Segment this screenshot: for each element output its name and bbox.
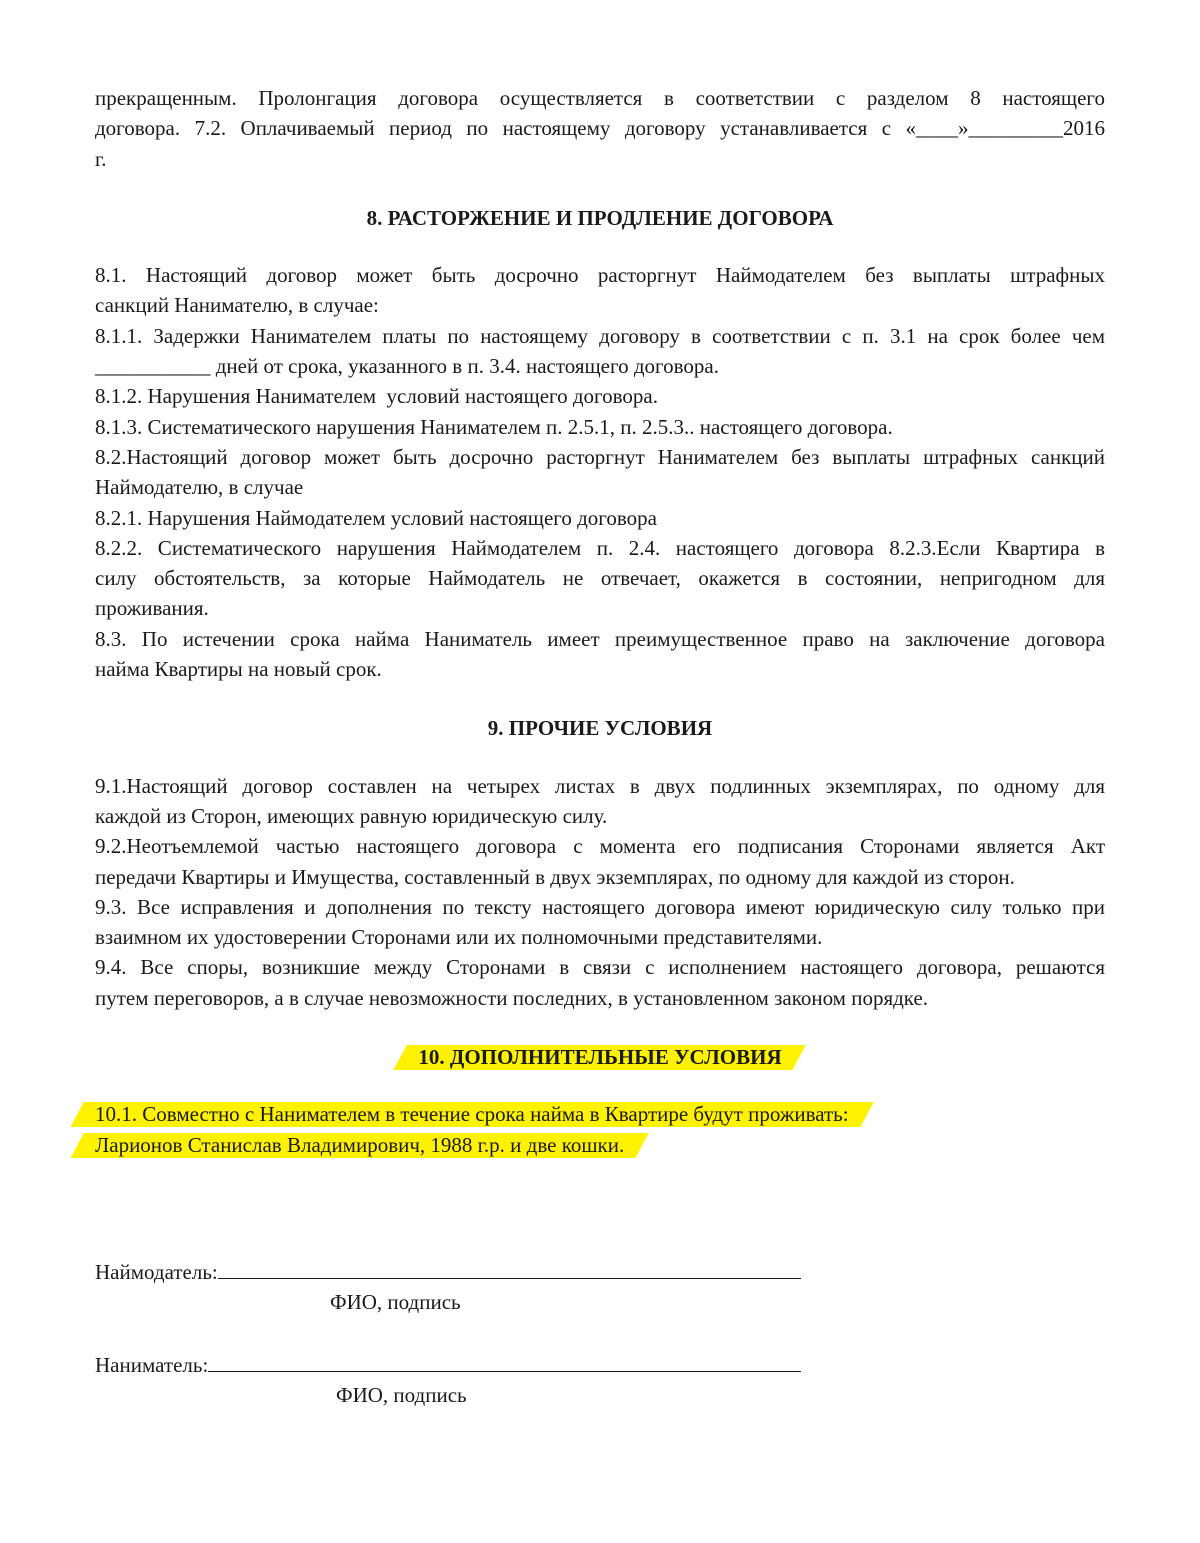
intro-line: прекращенным. Пролонгация договора осуществляется в соответствии с разделом 8 настоящего bbox=[95, 86, 1105, 110]
clause-8-1: 8.1. Настоящий договор может быть досрочно расторгнут Наймодателем без выплаты штрафных bbox=[95, 263, 1105, 288]
section-9-heading: 9. ПРОЧИЕ УСЛОВИЯ bbox=[487, 716, 713, 741]
clause-8-2-1: 8.2.1. Нарушения Наймодателем условий настоящего договора bbox=[95, 505, 657, 530]
clause-9-3: 9.3. Все исправления и дополнения по тексту настоящего договора имеют юридическую силу только при bbox=[95, 894, 1105, 919]
tenant-label: Наниматель: bbox=[95, 1352, 209, 1377]
clause-10-1-wrap bbox=[95, 1099, 1105, 1129]
section-10-heading-wrap bbox=[95, 1042, 1105, 1072]
contract-page bbox=[95, 83, 1105, 1410]
intro-line: договора. 7.2. Оплачиваемый период по настоящему договору устанавливается с «____»_________2016 bbox=[95, 116, 1105, 141]
clause-9-2: 9.2.Неотъемлемой частью настоящего договора с момента его подписания Сторонами является Акт bbox=[95, 834, 1105, 859]
intro-line: г. bbox=[95, 146, 107, 171]
clause-10-1-cont: Ларионов Станислав Владимирович, 1988 г.р. и две кошки. bbox=[77, 1130, 642, 1160]
clause-9-1-cont: каждой из Сторон, имеющих равную юридическую силу. bbox=[95, 803, 608, 828]
clause-8-3-cont: найма Квартиры на новый срок. bbox=[95, 657, 382, 682]
clause-10-1-cont-wrap bbox=[95, 1130, 1105, 1160]
landlord-label: Наймодатель: bbox=[95, 1259, 218, 1284]
clause-8-1-1-cont: ___________ дней от срока, указанного в п. 3.4. настоящего договора. bbox=[95, 354, 719, 379]
clause-8-1-1: 8.1.1. Задержки Нанимателем платы по настоящему договору в соответствии с п. 3.1 на срок более чем bbox=[95, 323, 1105, 348]
landlord-signature-line[interactable] bbox=[218, 1256, 801, 1279]
clause-8-1-cont: санкций Нанимателю, в случае: bbox=[95, 293, 379, 318]
tenant-caption: ФИО, подпись bbox=[336, 1382, 467, 1407]
tenant-signature-line[interactable] bbox=[208, 1349, 801, 1372]
clause-9-1: 9.1.Настоящий договор составлен на четырех листах в двух подлинных экземплярах, по одному для bbox=[95, 773, 1105, 798]
clause-9-4-cont: путем переговоров, а в случае невозможности последних, в установленном законом порядке. bbox=[95, 985, 929, 1010]
landlord-signature-row bbox=[95, 1256, 1105, 1287]
clause-8-1-2: 8.1.2. Нарушения Нанимателем условий настоящего договора. bbox=[95, 384, 658, 409]
clause-8-2-2-cont: силу обстоятельств, за которые Наймодатель не отвечает, окажется в состоянии, непригодном для bbox=[95, 566, 1105, 591]
clause-9-2-cont: передачи Квартиры и Имущества, составленный в двух экземплярах, по одному для каждой из сторон. bbox=[95, 864, 1015, 889]
clause-10-1: 10.1. Совместно с Нанимателем в течение срока найма в Квартире будут проживать: bbox=[77, 1099, 867, 1129]
clause-8-2-2: 8.2.2. Систематического нарушения Наймодателем п. 2.4. настоящего договора 8.2.3.Если Квартира в bbox=[95, 535, 1105, 560]
landlord-caption: ФИО, подпись bbox=[330, 1290, 461, 1315]
clause-9-3-cont: взаимном их удостоверении Сторонами или их полномочными представителями. bbox=[95, 925, 823, 950]
clause-9-4: 9.4. Все споры, возникшие между Сторонами в связи с исполнением настоящего договора, решаются bbox=[95, 955, 1105, 980]
section-10-heading: 10. ДОПОЛНИТЕЛЬНЫЕ УСЛОВИЯ bbox=[400, 1042, 799, 1072]
clause-8-1-3: 8.1.3. Систематического нарушения Нанимателем п. 2.5.1, п. 2.5.3.. настоящего договора. bbox=[95, 414, 893, 439]
section-8-heading: 8. РАСТОРЖЕНИЕ И ПРОДЛЕНИЕ ДОГОВОРА bbox=[366, 205, 834, 230]
tenant-signature-row bbox=[95, 1349, 1105, 1380]
clause-8-2-2-cont: проживания. bbox=[95, 596, 209, 621]
clause-8-3: 8.3. По истечении срока найма Наниматель имеет преимущественное право на заключение договора bbox=[95, 626, 1105, 651]
clause-8-2: 8.2.Настоящий договор может быть досрочно расторгнут Нанимателем без выплаты штрафных санкций bbox=[95, 444, 1105, 469]
clause-8-2-cont: Наймодателю, в случае bbox=[95, 475, 304, 500]
